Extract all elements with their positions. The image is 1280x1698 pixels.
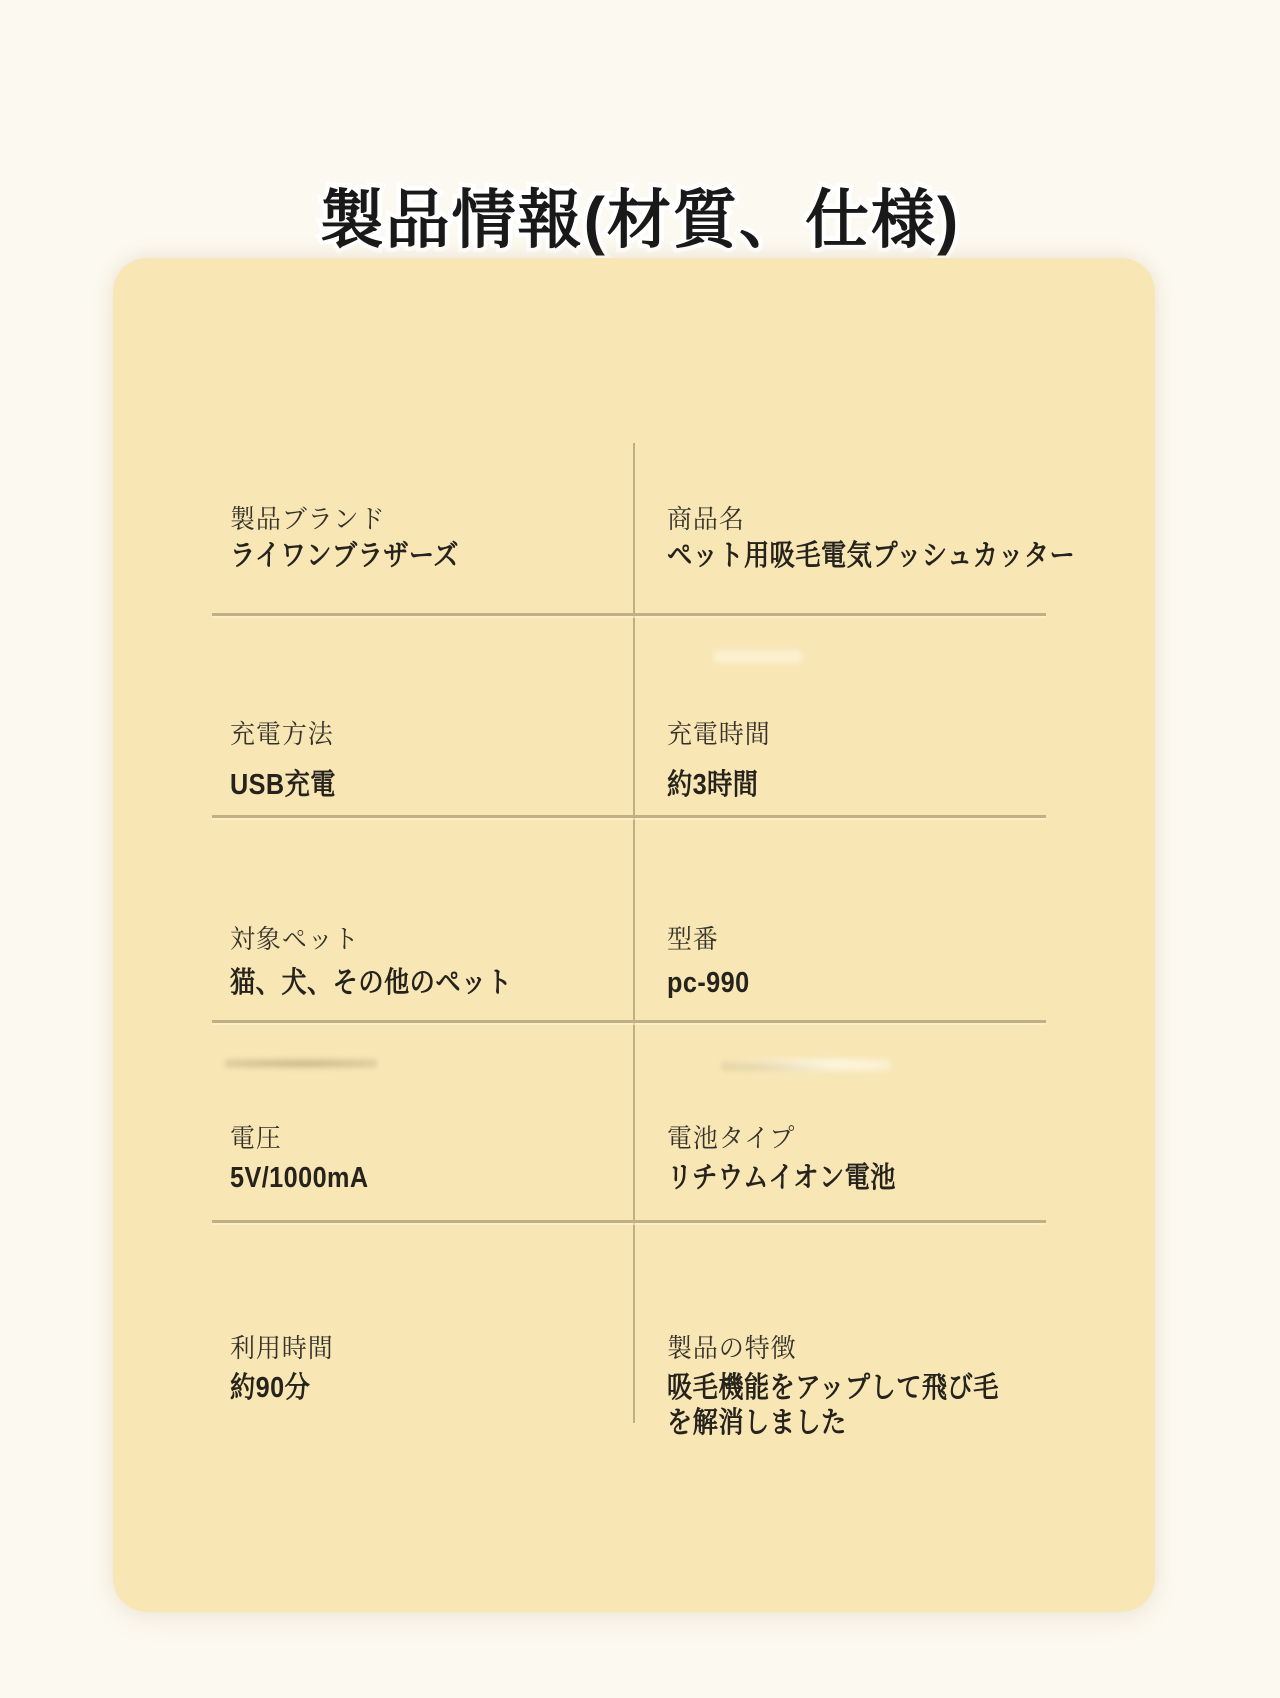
spec-value: 猫、犬、その他のペット	[230, 967, 513, 999]
spec-value: リチウムイオン電池	[667, 1162, 896, 1194]
spec-label: 型番	[667, 924, 719, 954]
spec-label: 製品の特徴	[667, 1333, 797, 1363]
spec-label: 電圧	[230, 1123, 282, 1153]
row-divider	[212, 1220, 1046, 1223]
spec-value-line: を解消しました	[667, 1407, 847, 1440]
erased-text-smudge	[721, 1057, 891, 1074]
erased-text-smudge	[713, 650, 803, 663]
spec-label: 電池タイプ	[667, 1123, 796, 1153]
spec-value: 5V/1000mA	[230, 1162, 369, 1194]
spec-value: ライワンブラザーズ	[230, 540, 459, 572]
spec-value: 約3時間	[667, 769, 759, 801]
spec-label: 対象ペット	[230, 924, 360, 954]
row-divider	[212, 815, 1046, 818]
erased-text-smudge	[225, 1055, 377, 1072]
spec-value: ペット用吸毛電気プッシュカッター	[667, 540, 1076, 572]
column-divider	[633, 443, 635, 1423]
row-divider	[212, 613, 1046, 616]
product-info-card	[113, 258, 1155, 1612]
spec-value	[667, 1371, 999, 1442]
spec-label: 商品名	[667, 504, 745, 534]
row-divider	[212, 1020, 1046, 1023]
spec-value: USB充電	[230, 769, 336, 801]
spec-label: 製品ブランド	[230, 504, 386, 534]
page-title: 製品情報(材質、仕様)	[319, 183, 961, 256]
spec-value-line: 吸毛機能をアップして飛び毛	[667, 1372, 999, 1404]
spec-label: 充電時間	[667, 719, 771, 749]
spec-value: 約90分	[230, 1372, 311, 1404]
spec-value: pc-990	[667, 967, 750, 999]
spec-label: 利用時間	[230, 1333, 334, 1363]
spec-label: 充電方法	[230, 719, 334, 749]
